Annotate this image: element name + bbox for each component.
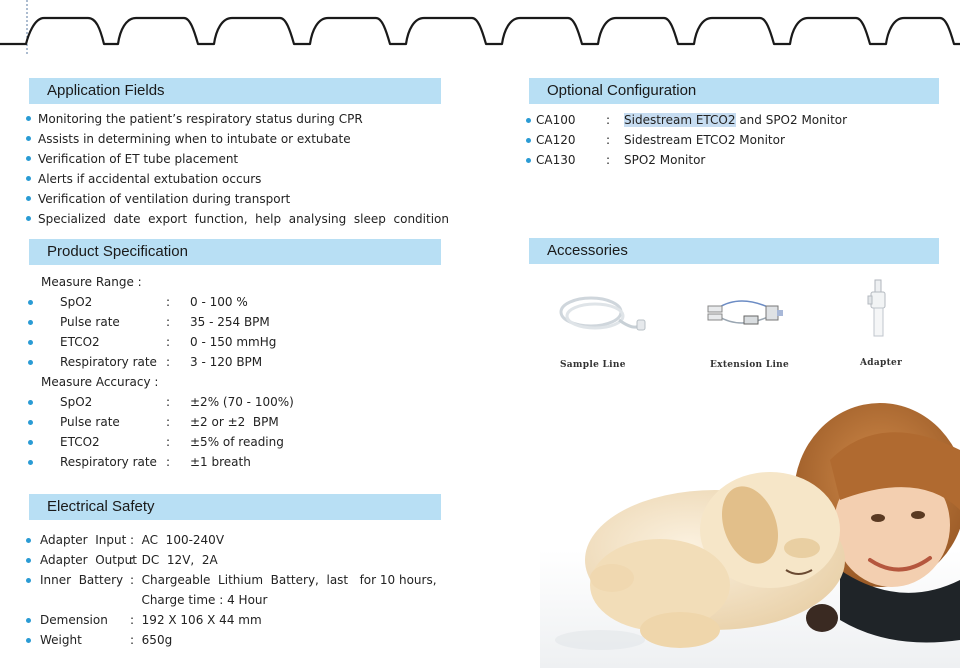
bullet-icon xyxy=(526,158,531,163)
list-item: Monitoring the patient’s respiratory status during CPR xyxy=(26,109,456,129)
bullet-icon xyxy=(526,118,531,123)
child-and-puppy-photo xyxy=(540,400,960,668)
bullet-icon xyxy=(26,578,31,583)
spec-row: SpO2 : ±2% (70 - 100%) xyxy=(26,392,446,412)
bullet-icon xyxy=(26,156,31,161)
application-fields-title: Application Fields xyxy=(47,82,165,99)
bullet-icon xyxy=(28,300,33,305)
list-item: Assists in determining when to intubate or extubate xyxy=(26,129,456,149)
capnograph-waveform-decoration xyxy=(0,0,960,62)
spec-row: Inner Battery : Chargeable Lithium Battery, last for 10 hours, xyxy=(26,570,446,590)
bullet-icon xyxy=(28,360,33,365)
spec-row: Demension : 192 X 106 X 44 mm xyxy=(26,610,446,630)
list-item: Verification of ET tube placement xyxy=(26,149,456,169)
product-specification-title: Product Specification xyxy=(47,243,188,260)
accessories-title: Accessories xyxy=(547,242,628,259)
list-item: Alerts if accidental extubation occurs xyxy=(26,169,456,189)
spec-row: ETCO2 : ±5% of reading xyxy=(26,432,446,452)
accessories-header xyxy=(529,238,939,264)
spec-row: Weight : 650g xyxy=(26,630,446,650)
bullet-icon xyxy=(26,136,31,141)
spec-row: Adapter Input : AC 100-240V xyxy=(26,530,446,550)
spec-row: Pulse rate : 35 - 254 BPM xyxy=(26,312,446,332)
bullet-icon xyxy=(26,618,31,623)
application-fields-header xyxy=(29,78,441,104)
spec-row-continuation: Charge time : 4 Hour xyxy=(130,593,268,607)
bullet-icon xyxy=(26,538,31,543)
bullet-icon xyxy=(28,340,33,345)
electrical-safety-body xyxy=(26,530,446,650)
config-row: CA120 : Sidestream ETCO2 Monitor xyxy=(526,130,946,150)
bullet-icon xyxy=(28,320,33,325)
bullet-icon xyxy=(26,116,31,121)
spec-row: Respiratory rate : ±1 breath xyxy=(26,452,446,472)
measure-range-label: Measure Range : xyxy=(41,275,142,289)
config-row: CA100 : Sidestream ETCO2 and SPO2 Monitor xyxy=(526,110,946,130)
selected-text-highlight: Sidestream ETCO2 xyxy=(624,113,736,127)
spec-row: ETCO2 : 0 - 150 mmHg xyxy=(26,332,446,352)
product-specification-body xyxy=(26,272,446,472)
accessory-label: Extension Line xyxy=(710,360,790,370)
accessory-label: Sample Line xyxy=(560,360,626,370)
bullet-icon xyxy=(28,440,33,445)
bullet-icon xyxy=(526,138,531,143)
bullet-icon xyxy=(26,176,31,181)
electrical-safety-header xyxy=(29,494,441,520)
list-item: Verification of ventilation during transport xyxy=(26,189,456,209)
optional-configuration-header xyxy=(529,78,939,104)
optional-configuration-body xyxy=(526,110,946,170)
accessory-label: Adapter xyxy=(860,358,903,368)
optional-configuration-title: Optional Configuration xyxy=(547,82,697,99)
config-row: CA130 : SPO2 Monitor xyxy=(526,150,946,170)
bullet-icon xyxy=(26,558,31,563)
bullet-icon xyxy=(28,420,33,425)
bullet-icon xyxy=(28,400,33,405)
application-fields-list xyxy=(26,109,456,229)
cable-connector-icon xyxy=(700,294,786,334)
measure-accuracy-label: Measure Accuracy : xyxy=(41,375,159,389)
bullet-icon xyxy=(26,196,31,201)
bullet-icon xyxy=(26,638,31,643)
adapter-icon xyxy=(864,278,894,344)
spec-row: Adapter Output : DC 12V, 2A xyxy=(26,550,446,570)
list-item: Specialized date export function, help analysing sleep condition xyxy=(26,209,456,229)
spec-row: SpO2 : 0 - 100 % xyxy=(26,292,446,312)
spec-row: Respiratory rate : 3 - 120 BPM xyxy=(26,352,446,372)
bullet-icon xyxy=(28,460,33,465)
electrical-safety-title: Electrical Safety xyxy=(47,498,155,515)
product-specification-header xyxy=(29,239,441,265)
spec-row: Pulse rate : ±2 or ±2 BPM xyxy=(26,412,446,432)
bullet-icon xyxy=(26,216,31,221)
tube-coil-icon xyxy=(553,290,648,342)
